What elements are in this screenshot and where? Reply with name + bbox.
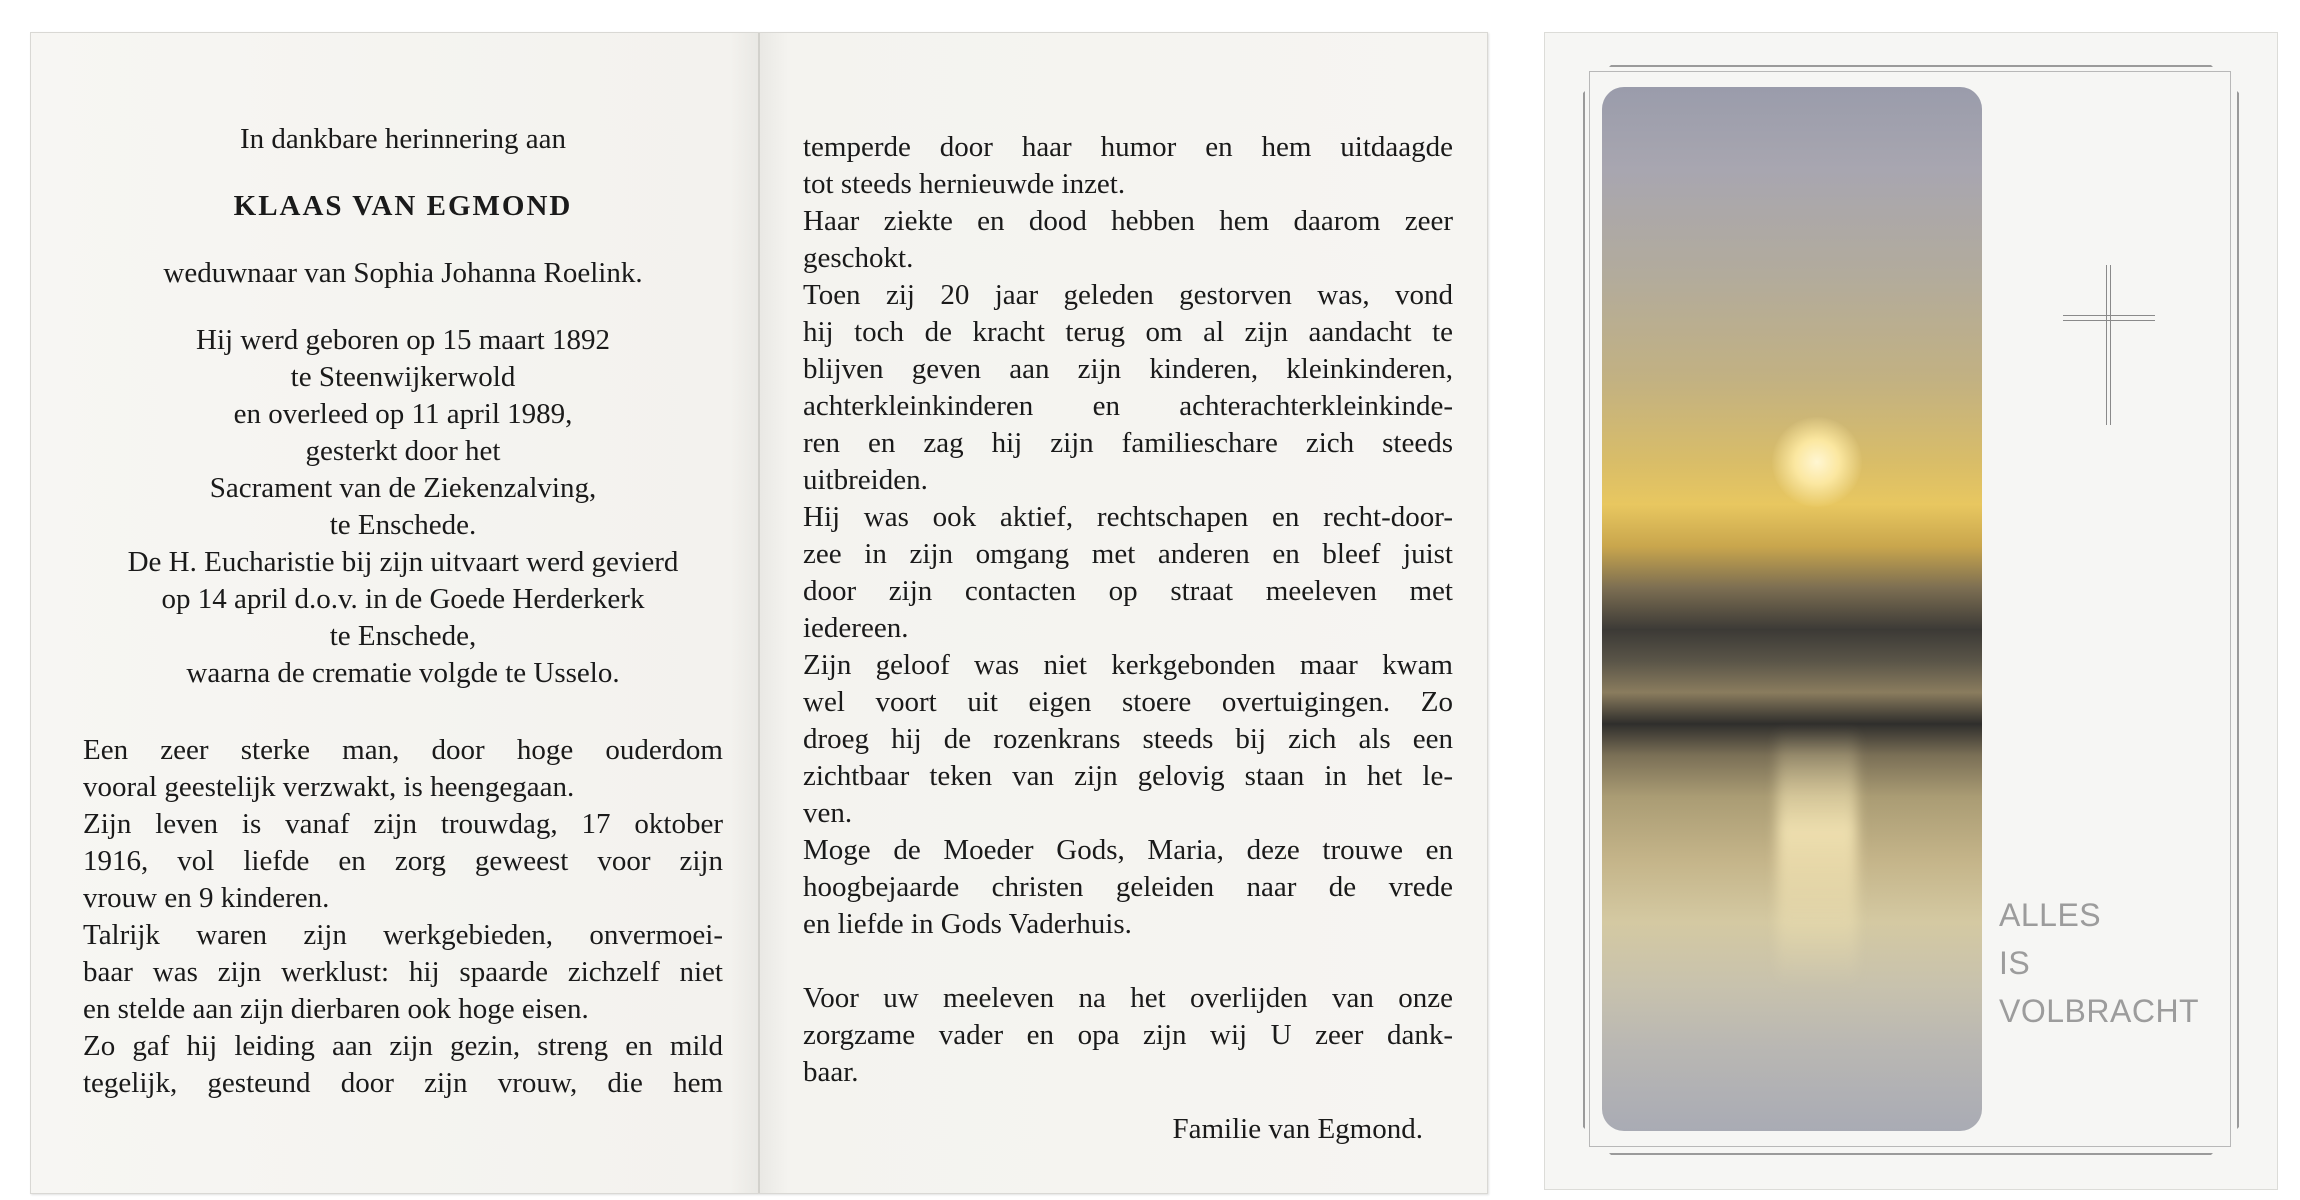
text-line: wel voort uit eigen stoere overtuigingen. Zo — [803, 686, 1453, 718]
left-panel — [83, 33, 723, 1193]
biography-text-part2 — [803, 129, 1453, 1091]
card-fold — [758, 33, 760, 1193]
text-line: Zo gaf hij leiding aan zijn gezin, streng en mild — [83, 1030, 723, 1062]
life-details — [83, 322, 723, 692]
detail-line: te Enschede. — [329, 509, 477, 541]
deceased-name: KLAAS VAN EGMOND — [233, 190, 573, 222]
family-signature: Familie van Egmond. — [1172, 1113, 1423, 1145]
text-line: tot steeds hernieuwde inzet. — [803, 168, 1126, 200]
detail-line: Sacrament van de Ziekenzalving, — [209, 472, 597, 504]
card-heading: In dankbare herinnering aan — [239, 123, 567, 155]
text-line: geschokt. — [803, 242, 914, 274]
text-line: 1916, vol liefde en zorg geweest voor zijn — [83, 845, 723, 877]
biography-text-part1 — [83, 732, 723, 1102]
detail-line: gesterkt door het — [305, 435, 501, 467]
text-line: uitbreiden. — [803, 464, 928, 496]
text-line: vooral geestelijk verzwakt, is heengegaan. — [83, 771, 575, 803]
detail-line: en overleed op 11 april 1989, — [233, 398, 573, 430]
motto-text — [1999, 891, 2199, 1035]
text-line: ven. — [803, 797, 853, 829]
detail-line: waarna de crematie volgde te Usselo. — [186, 657, 620, 689]
text-line: door zijn contacten op straat meeleven met — [803, 575, 1453, 607]
text-line: hoogbejaarde christen geleiden naar de vrede — [803, 871, 1453, 903]
thanks-line: Voor uw meeleven na het overlijden van onze — [803, 982, 1453, 1014]
text-line: tegelijk, gesteund door zijn vrouw, die hem — [83, 1067, 723, 1099]
text-line: droeg hij de rozenkrans steeds bij zich als een — [803, 723, 1453, 755]
right-panel — [803, 33, 1453, 1193]
sun-glow — [1772, 417, 1862, 507]
text-line: en stelde aan zijn dierbaren ook hoge eisen. — [83, 993, 589, 1025]
motto-line: IS — [1999, 945, 2031, 981]
detail-line: De H. Eucharistie bij zijn uitvaart werd gevierd — [127, 546, 679, 578]
text-line: ren en zag hij zijn familieschare zich steeds — [803, 427, 1453, 459]
motto-line: VOLBRACHT — [1999, 993, 2200, 1029]
thanks-line: zorgzame vader en opa zijn wij U zeer dank- — [803, 1019, 1453, 1051]
memorial-card-front — [1544, 32, 2278, 1190]
sun-reflection — [1777, 727, 1857, 987]
text-line: Talrijk waren zijn werkgebieden, onvermoei- — [83, 919, 723, 951]
text-line: vrouw en 9 kinderen. — [83, 882, 330, 914]
thanks-line: baar. — [803, 1056, 859, 1088]
text-line: temperde door haar humor en hem uitdaagde — [803, 131, 1453, 163]
text-line: Zijn geloof was niet kerkgebonden maar kwam — [803, 649, 1453, 681]
cross-icon-bar — [2063, 315, 2155, 321]
text-line: achterkleinkinderen en achterachterkleinkinde- — [803, 390, 1453, 422]
motto-line: ALLES — [1999, 897, 2102, 933]
text-line: zichtbaar teken van zijn gelovig staan in het le- — [803, 760, 1453, 792]
sunset-sea-photo — [1602, 87, 1982, 1131]
text-line: Een zeer sterke man, door hoge ouderdom — [83, 734, 723, 766]
cross-icon — [2106, 265, 2111, 425]
text-line: Zijn leven is vanaf zijn trouwdag, 17 oktober — [83, 808, 723, 840]
text-line: baar was zijn werklust: hij spaarde zichzelf niet — [83, 956, 723, 988]
memorial-card-inside — [30, 32, 1488, 1194]
detail-line: te Enschede, — [329, 620, 477, 652]
text-line: zee in zijn omgang met anderen en bleef juist — [803, 538, 1453, 570]
detail-line: te Steenwijkerwold — [290, 361, 516, 393]
text-line: iedereen. — [803, 612, 909, 644]
detail-line: op 14 april d.o.v. in de Goede Herderkerk — [161, 583, 645, 615]
text-line: en liefde in Gods Vaderhuis. — [803, 908, 1132, 940]
text-line: Haar ziekte en dood hebben hem daarom zeer — [803, 205, 1453, 237]
text-line: blijven geven aan zijn kinderen, kleinkinderen, — [803, 353, 1453, 385]
detail-line: Hij werd geboren op 15 maart 1892 — [196, 324, 610, 356]
text-line: Moge de Moeder Gods, Maria, deze trouwe en — [803, 834, 1453, 866]
text-line: Toen zij 20 jaar geleden gestorven was, vond — [803, 279, 1453, 311]
widower-line: weduwnaar van Sophia Johanna Roelink. — [163, 257, 643, 289]
text-line: hij toch de kracht terug om al zijn aandacht te — [803, 316, 1453, 348]
text-line: Hij was ook aktief, rechtschapen en recht-door- — [803, 501, 1453, 533]
